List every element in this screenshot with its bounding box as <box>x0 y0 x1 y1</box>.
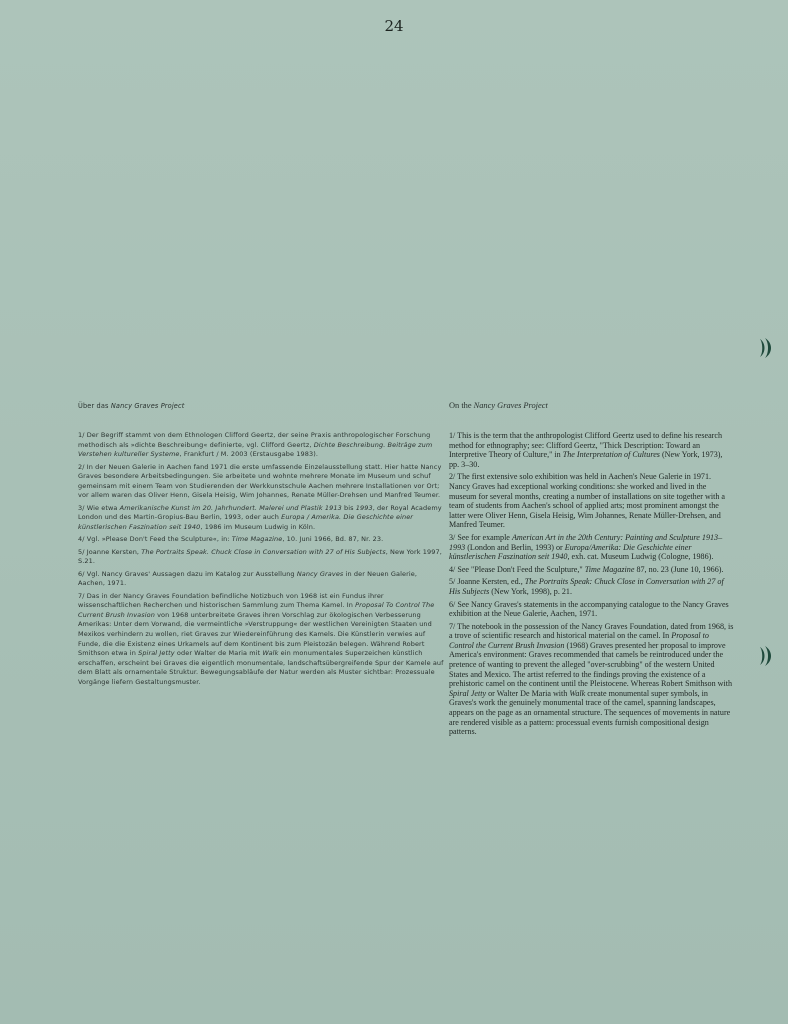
footnote <box>449 622 734 737</box>
footnote-text: , 10. Juni 1966, Bd. 87, Nr. 23. <box>282 535 384 544</box>
footnote <box>78 548 446 567</box>
footnote-text: Nancy Graves <box>296 569 344 578</box>
double-crescent-icon <box>756 645 774 667</box>
german-heading <box>78 401 184 410</box>
footnote-text: Time Magazine <box>584 564 635 574</box>
footnote-text: The Interpretation of Cultures <box>562 450 660 460</box>
footnote-text: The Portraits Speak. Chuck Close in Conversation with 27 of His Subjects <box>141 547 386 556</box>
page-number: 24 <box>384 17 404 35</box>
footnote <box>78 504 446 533</box>
footnote-text: American Art in the 20th Century: Painting and Sculpture 1913–1993 <box>449 532 723 552</box>
footnote <box>78 463 446 501</box>
footnote <box>78 570 446 589</box>
footnote-text: Amerikanische Kunst im 20. Jahrhundert. Malerei und Plastik 1913 <box>119 503 342 512</box>
footnote-text: 5/ Joanne Kersten, <box>78 547 142 556</box>
footnote-text: von 1968 unterbreitete Graves ihren Vorschlag zur ökologischen Verbesserung Amerikas: Unter dem Vorwand, die vermeintliche »Verstruppung« der westlichen Vereinigten Staaten und Mexikos verhindern zu wollen, riet Graves zur Wiedereinführung des Kamels. Die Künstlerin verwies auf Funde, die die Existenz eines Urkamels auf dem Kontinent bis zum Pleistozän belegen. Während Robert Smithson etwa in <box>78 610 432 658</box>
footnote-text: 2/ The first extensive solo exhibition was held in Aachen's Neue Galerie in 1971. Nancy Graves had exceptional working conditions: she worked and lived in the museum for several months, creating a number of installations on site together with a team of students from Aachen's school of applied arts; most prominent amongst the latter were Oliver Henn, Gisela Heisig, Wim Johannes, Renate Müller-Drehsen, and Manfred Teumer. <box>449 472 726 530</box>
heading-text: Über das <box>78 401 111 410</box>
footnote-text: ein monumentales Superzeichen künstlich erschaffen, erscheint bei Graves die eigentlich monumentale, landschaftsübergreifende Spur der Kamele auf dem Blatt als ornamentale Struktur. Bewegungsabläufe der Natur werden als Muster sichtbar: Prozessuale Vorgänge liefern Gestaltungsmuster. <box>78 649 444 687</box>
german-footnotes <box>78 431 446 690</box>
footnote-text: Proposal to Control the Current Brush Invasion <box>449 631 709 650</box>
english-heading <box>449 401 548 410</box>
footnote <box>449 577 734 596</box>
heading-text: Nancy Graves Project <box>110 401 185 410</box>
footnote-text: 3/ Wie etwa <box>78 503 120 512</box>
footnote <box>449 600 734 619</box>
footnote-text: 5/ Joanne Kersten, ed., <box>449 577 525 587</box>
footnote-text: in der Neuen Galerie, Aachen, 1971. <box>78 569 418 588</box>
footnote-text: Proposal To Control The Current Brush Invasion <box>78 601 435 619</box>
footnote-text: 3/ See for example <box>449 532 512 542</box>
footnote-text: Time Magazine <box>231 535 283 544</box>
footnote-text: 6/ See Nancy Graves's statements in the accompanying catalogue to the Nancy Graves exhibition at the Neue Galerie, Aachen, 1971. <box>449 599 729 619</box>
footnote-text: (New York, 1973), pp. 3–30. <box>449 450 723 469</box>
double-crescent-icon <box>756 337 774 359</box>
footnote-text: create monumental super symbols, in Graves's work the genuinely monumental trace of the camel, spanning landscapes, appears on the page as an ornamental structure. The sequences of movements in nature are rendered visible as a pattern: processual events furnish compositional design patterns. <box>449 688 731 737</box>
footnote-text: , 1986 im Museum Ludwig in Köln. <box>200 522 316 531</box>
heading-text: On the <box>449 401 474 410</box>
footnote-text: 4/ See "Please Don't Feed the Sculpture," <box>449 564 585 574</box>
footnote-text: 7/ Das in der Nancy Graves Foundation befindliche Notizbuch von 1968 ist ein Fundus ihrer wissenschaftlichen Recherchen und historischen Sammlung zum Thema Kamel. In <box>78 591 384 610</box>
footnote-text: 2/ In der Neuen Galerie in Aachen fand 1971 die erste umfassende Einzelausstellung statt. Hier hatte Nancy Graves besondere Arbeitsbedingungen. Sie arbeitete und wohnte mehrere Monate im Museum und schuf gemeinsam mit einem Team von Studierenden der Werkkunstschule Aachen mehrere Installationen vor Ort; vor allem waren das Oliver Henn, Gisela Heisig, Wim Johannes, Renate Müller-Drehsen und Manfred Teumer. <box>78 462 442 500</box>
footnote-text: , der Royal Academy London und des Martin-Gropius-Bau Berlin, 1993, oder auch <box>78 503 442 522</box>
footnote <box>449 431 734 469</box>
footnote-text: (New York, 1998), p. 21. <box>489 586 572 596</box>
footnote-text: Walk <box>262 649 279 658</box>
footnote-text: , New York 1997, S.21. <box>78 547 442 566</box>
footnote-text: oder Walter de Maria mit <box>174 649 263 658</box>
footnote <box>78 431 446 460</box>
footnote-text: 6/ Vgl. Nancy Graves' Aussagen dazu im Katalog zur Ausstellung <box>78 569 297 578</box>
footnote-text: (1968) Graves presented her proposal to improve America's environment: Graves recommended that camels be reintroduced under the pretence of wanting to prevent the alleged "over-scrubbing" of the western United States and Mexico. The artist referred to the findings proving the existence of a prehistoric camel on the continent until the Pleistocene. Whereas Robert Smithson with <box>449 640 733 689</box>
footnote-text: Spiral Jetty <box>138 649 175 658</box>
footnote-text: 1/ Der Begriff stammt von dem Ethnologen Clifford Geertz, der seine Praxis anthropologischer Forschung methodisch als »dichte Beschreibung« definierte, vgl. Clifford Geertz, <box>78 431 431 449</box>
footnote-text: 87, no. 23 (June 10, 1966). <box>634 564 724 574</box>
footnote-text: Europa / Amerika. Die Geschichte einer künstlerischen Faszination seit 1940 <box>78 513 414 531</box>
heading-text: Nancy Graves Project <box>473 401 548 410</box>
footnote <box>78 592 446 688</box>
footnote-text: 1/ This is the term that the anthropologist Clifford Geertz used to define his research method for ethnography; see: Clifford Geertz, "Thick Description: Toward an Interpretive Theory of Culture," in <box>449 431 723 460</box>
footnote-text: bis <box>341 503 356 512</box>
footnote-text: Spiral Jetty <box>449 688 487 698</box>
footnote <box>449 533 734 562</box>
footnote-text: Dichte Beschreibung. Beiträge zum Verstehen kultureller Systeme <box>78 440 433 459</box>
footnote-text: , Frankfurt / M. 2003 (Erstausgabe 1983). <box>179 450 319 459</box>
footnote-text: 1993 <box>355 503 373 512</box>
footnote <box>449 565 734 575</box>
english-footnotes <box>449 431 734 740</box>
footnote-text: (London and Berlin, 1993) or <box>465 542 565 552</box>
footnote <box>449 472 734 530</box>
footnote-text: Europa/Amerika: Die Geschichte einer künstlerischen Faszination seit 1940 <box>449 542 692 562</box>
footnote-text: The Portraits Speak: Chuck Close in Conversation with 27 of His Subjects <box>449 577 724 596</box>
footnote-text: 4/ Vgl. »Please Don't Feed the Sculpture«, in: <box>78 535 232 544</box>
footnote-text: Walk <box>569 688 586 698</box>
footnote <box>78 535 446 545</box>
footnote-text: or Walter De Maria with <box>486 688 570 698</box>
footnote-text: 7/ The notebook in the possession of the Nancy Graves Foundation, dated from 1968, is a trove of scientific research and historical material on the camel. In <box>449 621 734 641</box>
footnote-text: , exh. cat. Museum Ludwig (Cologne, 1986). <box>567 552 714 562</box>
